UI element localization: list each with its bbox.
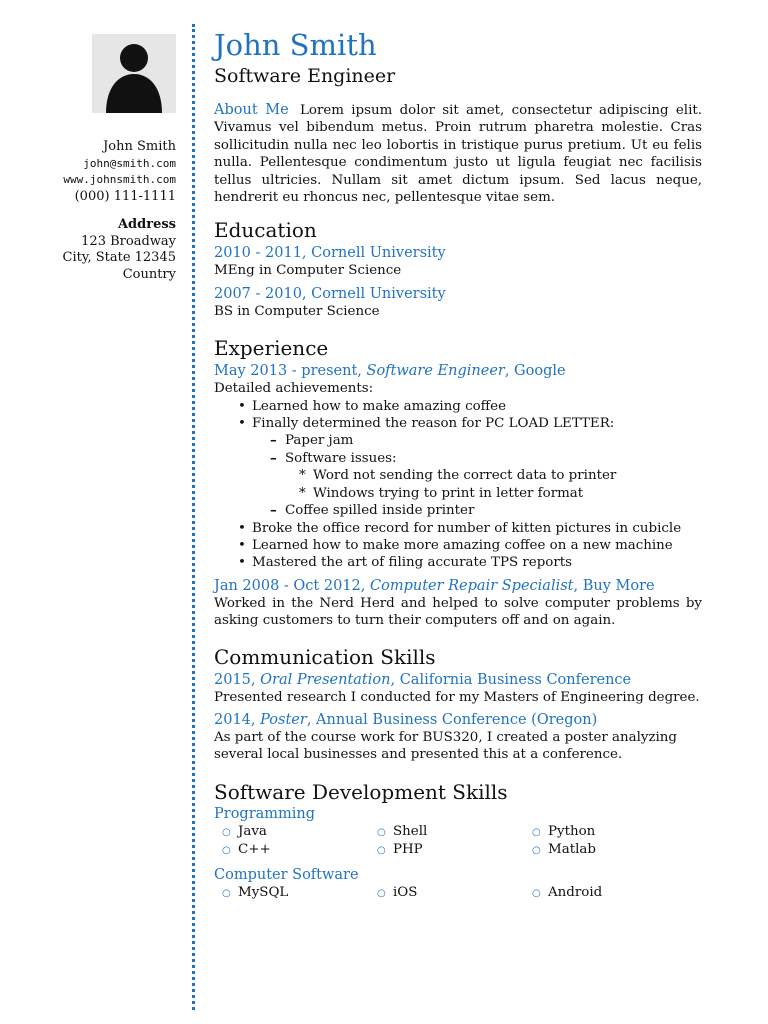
list-item-label: Software issues: bbox=[285, 450, 397, 466]
open-circle-icon: ○ bbox=[377, 826, 386, 838]
entry-type: Oral Presentation bbox=[260, 671, 391, 688]
open-circle-icon: ○ bbox=[222, 887, 231, 899]
list-item: – Coffee spilled inside printer bbox=[285, 502, 702, 519]
skill-item bbox=[222, 823, 377, 841]
about-label: About Me bbox=[214, 102, 289, 118]
skill-label: C++ bbox=[238, 842, 271, 858]
job-company: , Buy More bbox=[573, 577, 655, 594]
resume-name: John Smith bbox=[214, 28, 377, 62]
open-circle-icon: ○ bbox=[222, 826, 231, 838]
section-heading-education: Education bbox=[214, 218, 317, 243]
skill-label: PHP bbox=[393, 842, 423, 858]
list-item-label: Finally determined the reason for PC LOAD LETTER: bbox=[252, 416, 615, 432]
job-title: Software Engineer bbox=[214, 65, 396, 87]
sidebar-name: John Smith bbox=[103, 139, 176, 154]
entry-venue: , California Business Conference bbox=[390, 671, 632, 688]
experience-intro: Detailed achievements: bbox=[214, 381, 374, 397]
skill-item bbox=[222, 841, 377, 859]
skill-item bbox=[532, 841, 687, 859]
communication-entry-header bbox=[214, 711, 702, 729]
list-item: • Learned how to make amazing coffee bbox=[252, 398, 702, 415]
skill-label: Shell bbox=[393, 823, 428, 839]
job-company: , Google bbox=[504, 363, 566, 380]
experience-entry-header bbox=[214, 577, 702, 595]
open-circle-icon: ○ bbox=[222, 845, 231, 857]
communication-description: Presented research I conducted for my Masters of Engineering degree. bbox=[214, 689, 700, 705]
skill-item bbox=[377, 841, 532, 859]
section-heading-experience: Experience bbox=[214, 336, 329, 361]
list-item: * Word not sending the correct data to printer bbox=[313, 467, 702, 484]
education-entry-detail: MEng in Computer Science bbox=[214, 263, 402, 279]
experience-description: Worked in the Nerd Herd and helped to solve computer problems by asking customers to turn their computers off and on again. bbox=[214, 595, 702, 629]
entry-type: Poster bbox=[260, 711, 307, 728]
email-link[interactable]: john@smith.com bbox=[83, 156, 176, 170]
sub-list bbox=[252, 432, 702, 519]
experience-entry-header bbox=[214, 362, 702, 380]
job-role: Software Engineer bbox=[366, 363, 505, 380]
skill-grid-computer-software bbox=[214, 884, 702, 902]
sub-sub-list bbox=[285, 467, 702, 502]
skill-category-programming: Programming bbox=[214, 805, 316, 822]
skill-item bbox=[377, 823, 532, 841]
skill-label: Java bbox=[238, 823, 267, 839]
list-item bbox=[252, 415, 702, 519]
skill-item bbox=[532, 884, 687, 902]
address-line: 123 Broadway bbox=[81, 233, 176, 249]
education-entry-detail: BS in Computer Science bbox=[214, 303, 380, 319]
address-line: Country bbox=[122, 266, 176, 282]
skill-grid-programming bbox=[214, 823, 702, 860]
address-line: City, State 12345 bbox=[62, 250, 176, 265]
entry-year: 2014, bbox=[214, 711, 261, 728]
skill-label: MySQL bbox=[238, 884, 289, 900]
open-circle-icon: ○ bbox=[377, 887, 386, 899]
skill-label: Matlab bbox=[548, 842, 596, 858]
skill-label: iOS bbox=[393, 884, 418, 900]
education-entry-header: 2007 - 2010, Cornell University bbox=[214, 285, 446, 302]
open-circle-icon: ○ bbox=[532, 887, 541, 899]
job-role: Computer Repair Specialist bbox=[370, 577, 574, 594]
skill-label: Python bbox=[548, 823, 596, 839]
skill-item bbox=[377, 884, 532, 902]
about-section bbox=[214, 102, 702, 206]
section-heading-software: Software Development Skills bbox=[214, 779, 508, 804]
address-heading: Address bbox=[117, 217, 176, 232]
open-circle-icon: ○ bbox=[377, 845, 386, 857]
skill-item bbox=[532, 823, 687, 841]
avatar bbox=[92, 34, 176, 113]
website-link[interactable]: www.johnsmith.com bbox=[63, 173, 176, 186]
about-text: Lorem ipsum dolor sit amet, consectetur adipiscing elit. Vivamus vel bibendum metus. Proin rutrum pharetra molestie. Cras sollicitudin nulla nec leo lobortis in tristique purus pretium. Ut eu felis nulla. Pellentesque condimentum justo ut ligula feugiat nec facilisis tellus ultricies. Nullam sit amet dictum ipsum. Sed lacus neque, hendrerit eu rhoncus nec, pellentesque vitae sem. bbox=[214, 103, 702, 206]
contact-info bbox=[0, 139, 176, 283]
dotted-divider bbox=[192, 24, 195, 1010]
list-item: • Learned how to make more amazing coffee on a new machine bbox=[252, 537, 702, 554]
job-dates: May 2013 - present, bbox=[214, 363, 367, 380]
skill-item bbox=[222, 884, 377, 902]
skill-label: Android bbox=[548, 884, 603, 900]
achievement-list bbox=[214, 398, 702, 572]
list-item: • Broke the office record for number of kitten pictures in cubicle bbox=[252, 520, 702, 537]
skill-category-computer-software: Computer Software bbox=[214, 866, 359, 883]
list-item: – Paper jam bbox=[285, 432, 702, 449]
communication-entry-header bbox=[214, 671, 702, 689]
open-circle-icon: ○ bbox=[532, 826, 541, 838]
main-content bbox=[214, 26, 702, 902]
section-heading-communication: Communication Skills bbox=[214, 644, 436, 669]
phone-number: (000) 111-1111 bbox=[74, 188, 176, 204]
list-item: * Windows trying to print in letter format bbox=[313, 485, 702, 502]
education-entry-header: 2010 - 2011, Cornell University bbox=[214, 245, 446, 262]
person-silhouette-icon bbox=[92, 34, 176, 113]
open-circle-icon: ○ bbox=[532, 845, 541, 857]
communication-description: As part of the course work for BUS320, I created a poster analyzing several local businesses and presented this at a conference. bbox=[214, 729, 678, 763]
job-dates: Jan 2008 - Oct 2012, bbox=[214, 577, 370, 594]
entry-year: 2015, bbox=[214, 671, 261, 688]
list-item bbox=[285, 450, 702, 502]
list-item: • Mastered the art of filing accurate TPS reports bbox=[252, 554, 702, 571]
entry-venue: , Annual Business Conference (Oregon) bbox=[306, 711, 598, 728]
